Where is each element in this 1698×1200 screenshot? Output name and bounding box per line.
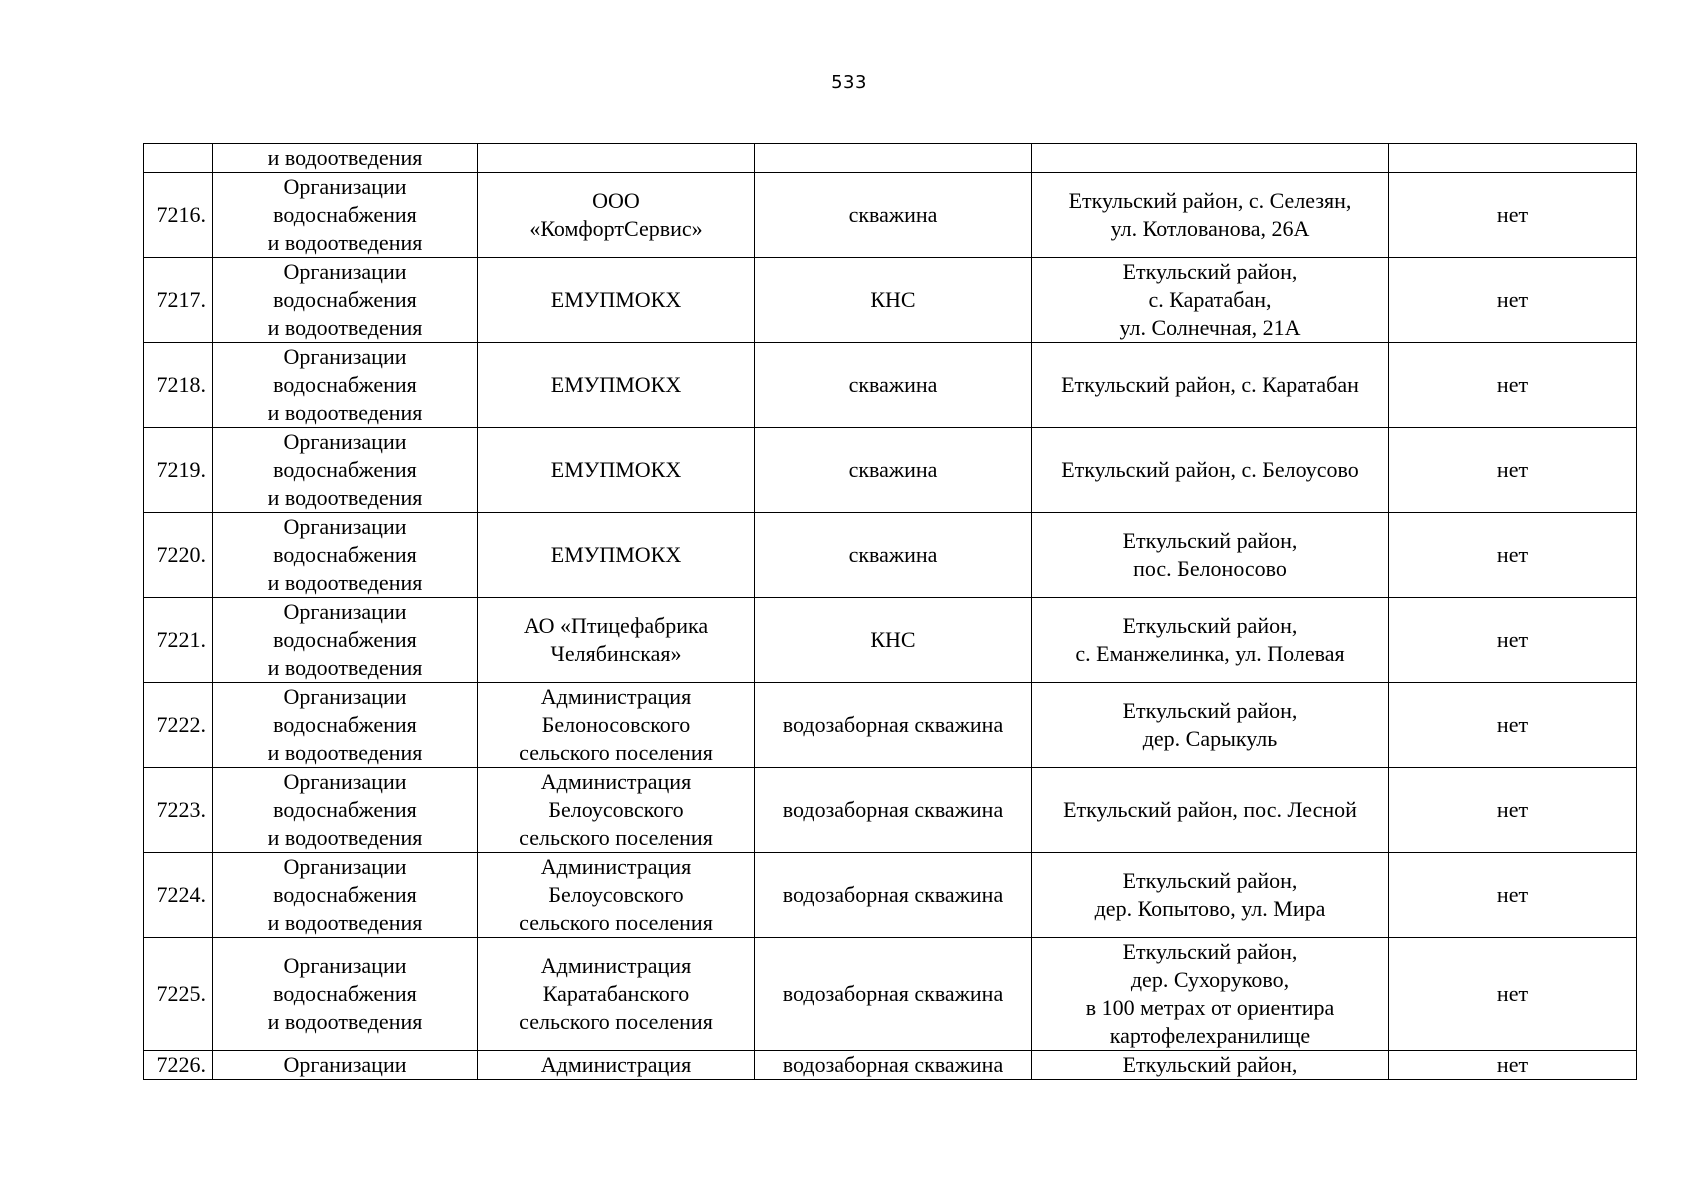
cell-text-line: водозаборная скважина (782, 1052, 1004, 1077)
cell-text-line: водоснабжения (273, 627, 417, 652)
cell-text-line: Еткульский район, (1122, 698, 1298, 723)
table-row (144, 343, 1637, 428)
cell-text-line: Администрация (540, 684, 692, 709)
table-row (144, 683, 1637, 768)
row-number-cell: 7220. (144, 513, 213, 598)
value-cell: нет (1389, 513, 1637, 598)
cell-text-line: сельского поселения (519, 740, 713, 765)
category-cell (213, 513, 478, 598)
object-cell (755, 343, 1032, 428)
cell-text-line: и водоотведения (267, 145, 423, 170)
cell-text-line: водоснабжения (273, 797, 417, 822)
cell-text-line: Администрация (540, 953, 692, 978)
object-cell (755, 173, 1032, 258)
value-cell: нет (1389, 173, 1637, 258)
cell-text-line: Организации (283, 259, 407, 284)
cell-text-line: сельского поселения (519, 1009, 713, 1034)
cell-text-line: водоснабжения (273, 542, 417, 567)
address-cell (1032, 683, 1389, 768)
organization-cell (478, 853, 755, 938)
table-row (144, 173, 1637, 258)
cell-text-line: Организации (283, 684, 407, 709)
cell-text-line: ЕМУПМОКХ (550, 542, 682, 567)
cell-text-line: и водоотведения (267, 400, 423, 425)
object-cell (755, 938, 1032, 1051)
cell-text-line: дер. Копытово, ул. Мира (1094, 896, 1326, 921)
cell-text-line: дер. Сарыкуль (1142, 726, 1278, 751)
address-cell (1032, 144, 1389, 173)
category-cell (213, 144, 478, 173)
address-cell (1032, 343, 1389, 428)
cell-text-line: Каратабанского (542, 981, 690, 1006)
cell-text-line: с. Каратабан, (1148, 287, 1272, 312)
table-row (144, 144, 1637, 173)
cell-text-line: и водоотведения (267, 655, 423, 680)
cell-text-line: Еткульский район, (1122, 939, 1298, 964)
value-cell: нет (1389, 683, 1637, 768)
category-cell (213, 853, 478, 938)
cell-text-line: скважина (848, 372, 938, 397)
row-number-cell: 7221. (144, 598, 213, 683)
category-cell (213, 938, 478, 1051)
address-cell (1032, 1051, 1389, 1080)
cell-text-line: дер. Сухоруково, (1130, 967, 1290, 992)
object-cell (755, 768, 1032, 853)
cell-text-line: КНС (870, 627, 916, 652)
cell-text-line: водоснабжения (273, 882, 417, 907)
cell-text-line: водоснабжения (273, 202, 417, 227)
table-body (144, 144, 1637, 1080)
row-number-cell: 7226. (144, 1051, 213, 1080)
table-row (144, 513, 1637, 598)
cell-text-line: водозаборная скважина (782, 882, 1004, 907)
cell-text-line: ЕМУПМОКХ (550, 287, 682, 312)
cell-text-line: сельского поселения (519, 910, 713, 935)
value-cell: нет (1389, 853, 1637, 938)
cell-text-line: и водоотведения (267, 910, 423, 935)
organization-cell (478, 173, 755, 258)
value-cell: нет (1389, 258, 1637, 343)
cell-text-line: Организации (283, 769, 407, 794)
category-cell (213, 598, 478, 683)
category-cell (213, 428, 478, 513)
organization-cell (478, 428, 755, 513)
category-cell (213, 258, 478, 343)
table-row (144, 938, 1637, 1051)
cell-text-line: ул. Солнечная, 21А (1119, 315, 1301, 340)
row-number-cell: 7216. (144, 173, 213, 258)
value-cell: нет (1389, 598, 1637, 683)
cell-text-line: и водоотведения (267, 740, 423, 765)
value-cell: нет (1389, 1051, 1637, 1080)
cell-text-line: Организации (283, 514, 407, 539)
table-row (144, 853, 1637, 938)
cell-text-line: пос. Белоносово (1133, 556, 1287, 581)
category-cell (213, 1051, 478, 1080)
cell-text-line: сельского поселения (519, 825, 713, 850)
document-table (143, 143, 1637, 1080)
row-number-cell: 7225. (144, 938, 213, 1051)
cell-text-line: КНС (870, 287, 916, 312)
cell-text-line: водоснабжения (273, 712, 417, 737)
organization-cell (478, 598, 755, 683)
address-cell (1032, 938, 1389, 1051)
address-cell (1032, 428, 1389, 513)
table-row (144, 1051, 1637, 1080)
address-cell (1032, 598, 1389, 683)
cell-text-line: Еткульский район, (1122, 868, 1298, 893)
cell-text-line: Еткульский район, (1122, 528, 1298, 553)
object-cell (755, 1051, 1032, 1080)
cell-text-line: скважина (848, 457, 938, 482)
cell-text-line: Еткульский район, (1122, 1052, 1298, 1077)
cell-text-line: «КомфортСервис» (529, 216, 703, 241)
cell-text-line: водозаборная скважина (782, 797, 1004, 822)
category-cell (213, 683, 478, 768)
category-cell (213, 173, 478, 258)
cell-text-line: и водоотведения (267, 1009, 423, 1034)
cell-text-line: и водоотведения (267, 570, 423, 595)
cell-text-line: Еткульский район, с. Каратабан (1061, 372, 1359, 397)
organization-cell (478, 768, 755, 853)
cell-text-line: с. Еманжелинка, ул. Полевая (1075, 641, 1345, 666)
cell-text-line: Белоносовского (541, 712, 691, 737)
table-row (144, 428, 1637, 513)
value-cell: нет (1389, 938, 1637, 1051)
row-number-cell: 7218. (144, 343, 213, 428)
cell-text-line: Организации (283, 1052, 407, 1077)
cell-text-line: водозаборная скважина (782, 712, 1004, 737)
cell-text-line: водоснабжения (273, 287, 417, 312)
cell-text-line: Еткульский район, с. Селезян, (1068, 188, 1352, 213)
cell-text-line: Администрация (540, 854, 692, 879)
row-number-cell: 7219. (144, 428, 213, 513)
object-cell (755, 258, 1032, 343)
cell-text-line: Белоусовского (548, 882, 684, 907)
cell-text-line: водоснабжения (273, 981, 417, 1006)
cell-text-line: и водоотведения (267, 825, 423, 850)
cell-text-line: ул. Котлованова, 26А (1110, 216, 1310, 241)
row-number-cell: 7224. (144, 853, 213, 938)
cell-text-line: Еткульский район, пос. Лесной (1063, 797, 1357, 822)
value-cell: нет (1389, 768, 1637, 853)
organization-cell (478, 343, 755, 428)
row-number-cell (144, 144, 213, 173)
object-cell (755, 853, 1032, 938)
organization-cell (478, 144, 755, 173)
organization-cell (478, 938, 755, 1051)
cell-text-line: скважина (848, 202, 938, 227)
cell-text-line: картофелехранилище (1109, 1023, 1311, 1048)
address-cell (1032, 768, 1389, 853)
cell-text-line: Организации (283, 344, 407, 369)
cell-text-line: Организации (283, 953, 407, 978)
cell-text-line: Еткульский район, с. Белоусово (1061, 457, 1359, 482)
cell-text-line: водоснабжения (273, 372, 417, 397)
page-number: 533 (831, 72, 867, 93)
cell-text-line: Организации (283, 174, 407, 199)
cell-text-line: в 100 метрах от ориентира (1085, 995, 1335, 1020)
address-cell (1032, 513, 1389, 598)
cell-text-line: и водоотведения (267, 485, 423, 510)
table-row (144, 258, 1637, 343)
address-cell (1032, 173, 1389, 258)
cell-text-line: ЕМУПМОКХ (550, 372, 682, 397)
value-cell: нет (1389, 428, 1637, 513)
object-cell (755, 144, 1032, 173)
cell-text-line: скважина (848, 542, 938, 567)
object-cell (755, 513, 1032, 598)
row-number-cell: 7217. (144, 258, 213, 343)
cell-text-line: и водоотведения (267, 230, 423, 255)
organization-cell (478, 1051, 755, 1080)
value-cell: нет (1389, 343, 1637, 428)
cell-text-line: водоснабжения (273, 457, 417, 482)
cell-text-line: Организации (283, 854, 407, 879)
organization-cell (478, 513, 755, 598)
organization-cell (478, 258, 755, 343)
cell-text-line: Белоусовского (548, 797, 684, 822)
address-cell (1032, 258, 1389, 343)
cell-text-line: Еткульский район, (1122, 613, 1298, 638)
cell-text-line: Администрация (540, 1052, 692, 1077)
object-cell (755, 683, 1032, 768)
cell-text-line: водозаборная скважина (782, 981, 1004, 1006)
organization-cell (478, 683, 755, 768)
table-row (144, 598, 1637, 683)
object-cell (755, 598, 1032, 683)
cell-text-line: АО «Птицефабрика (523, 613, 709, 638)
table-row (144, 768, 1637, 853)
cell-text-line: Администрация (540, 769, 692, 794)
row-number-cell: 7222. (144, 683, 213, 768)
category-cell (213, 768, 478, 853)
cell-text-line: ЕМУПМОКХ (550, 457, 682, 482)
cell-text-line: ООО (592, 188, 640, 213)
category-cell (213, 343, 478, 428)
cell-text-line: Еткульский район, (1122, 259, 1298, 284)
value-cell (1389, 144, 1637, 173)
cell-text-line: Организации (283, 599, 407, 624)
cell-text-line: Организации (283, 429, 407, 454)
address-cell (1032, 853, 1389, 938)
object-cell (755, 428, 1032, 513)
cell-text-line: и водоотведения (267, 315, 423, 340)
row-number-cell: 7223. (144, 768, 213, 853)
cell-text-line: Челябинская» (550, 641, 682, 666)
